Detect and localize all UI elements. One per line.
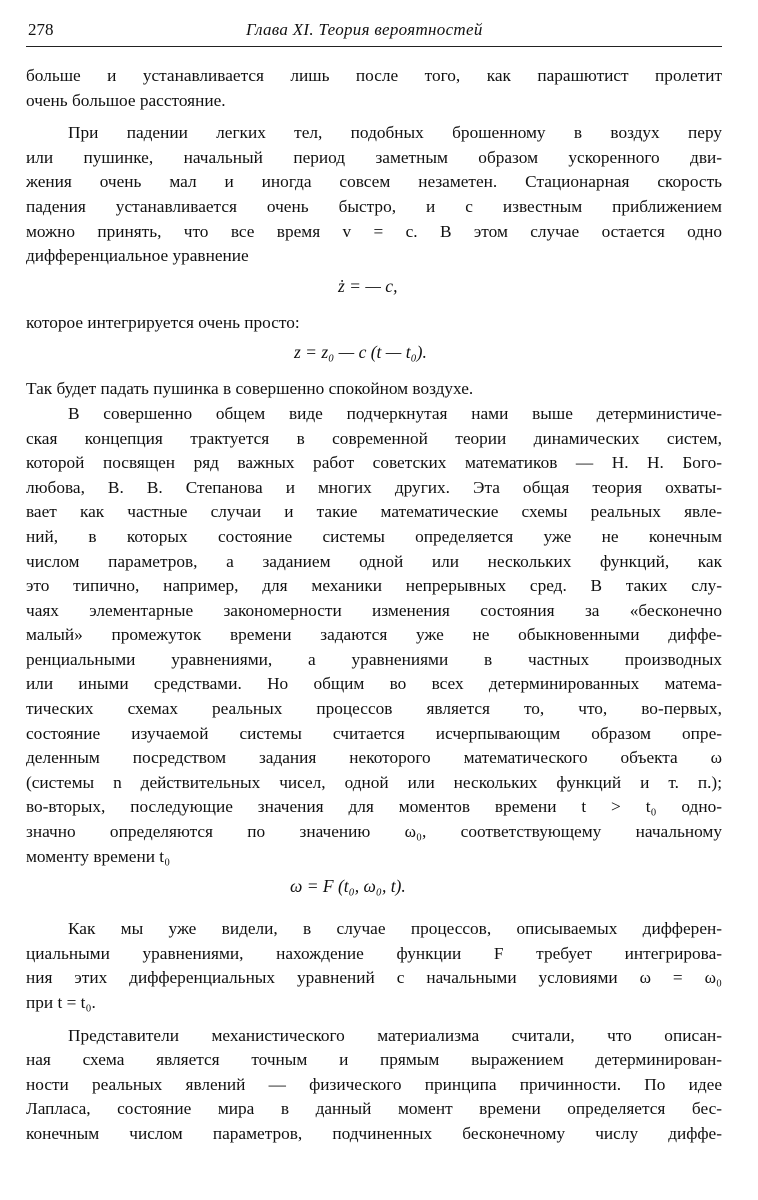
text-line: можно принять, что все время v = c. В этом случае остается одно [26,221,722,241]
text-line: В совершенно общем виде подчеркнутая нами выше детерминистиче- [68,403,722,423]
text-line: циальными уравнениями, нахождение функции F требует интегрирова- [26,943,722,963]
text-line: или пушинке, начальный период заметным образом ускоренного дви- [26,147,722,167]
text-line: жения очень мал и иногда совсем незаметен. Стационарная скорость [26,172,722,192]
text-line: деленным посредством задания некоторого математического объекта ω [26,748,722,768]
page-header [0,14,758,44]
text-line: больше и устанавливается лишь после того, как парашютист пролетит [26,66,722,85]
text-line: очень большое расстояние. [26,90,226,110]
text-line: которой посвящен ряд важных работ советских математиков — Н. Н. Бого- [26,453,722,473]
text-line: ная схема является точным и прямым выражением детерминирован- [26,1050,722,1070]
text-line: При падении легких тел, подобных брошенному в воздух перу [68,123,722,143]
text-line: или иными средствами. Но общим во всех детерминированных матема- [26,674,722,694]
text-line: это типично, например, для механики непрерывных сред. В таких слу- [26,576,722,596]
text-line: ская концепция трактуется в современной теории динамических систем, [26,428,722,448]
text-line: дифференциальное уравнение [26,246,249,266]
text-line: Лапласа, состояние мира в данный момент времени определяется бес- [26,1099,722,1119]
text-line: чаях элементарные закономерности изменения состояния за «бесконечно [26,600,722,620]
text-line: любова, В. В. Степанова и многих других. Эта общая теория охваты- [26,477,722,497]
text-line: при t = t₀. [26,993,96,1012]
text-line: моменту времени t₀ [26,846,171,866]
text-line: ренциальными уравнениями, а уравнениями в частных производных [26,649,722,669]
text-line: вает как частные случаи и такие математические схемы реальных явле- [26,502,722,522]
text-line: числом параметров, а заданием одной или нескольких функций, как [26,551,722,571]
text-line: во-вторых, последующие значения для моментов времени t > t₀ одно- [26,797,722,817]
page-body [26,64,722,1147]
formula: ω = F (t₀, ω₀, t). [290,876,406,897]
text-line: падения устанавливается очень быстро, и с известным приближением [26,196,722,216]
formula: z = z₀ — c (t — t₀). [294,342,427,363]
text-line: малый» промежуток времени задаются уже не обыкновенными диффе- [26,625,722,645]
text-line: ний, в которых состояние системы определяется уже не конечным [26,526,722,546]
text-line: конечным числом параметров, подчиненных бесконечному числу диффе- [26,1123,722,1143]
text-line: состояние изучаемой системы считается исчерпывающим образом опре- [26,723,722,743]
header-rule [26,46,722,47]
text-line: значно определяются по значению ω₀, соответствующему начальному [26,822,722,842]
running-title: Глава XI. Теория вероятностей [246,20,483,39]
text-line: Представители механистического материализма считали, что описан- [68,1025,722,1045]
text-line: Как мы уже видели, в случае процессов, описываемых дифферен- [68,919,722,939]
text-line: тических схемах реальных процессов является то, что, во-первых, [26,699,722,719]
text-line: ности реальных явлений — физического принципа причинности. По идее [26,1074,722,1094]
text-line: Так будет падать пушинка в совершенно спокойном воздухе. [26,379,474,399]
text-line: ния этих дифференциальных уравнений с начальными условиями ω = ω₀ [26,968,722,988]
page-number: 278 [28,20,54,39]
text-line: (системы n действительных чисел, одной или нескольких функций и т. п.); [26,772,722,792]
formula: ż = — c, [338,275,398,296]
text-line: которое интегрируется очень просто: [26,312,300,332]
